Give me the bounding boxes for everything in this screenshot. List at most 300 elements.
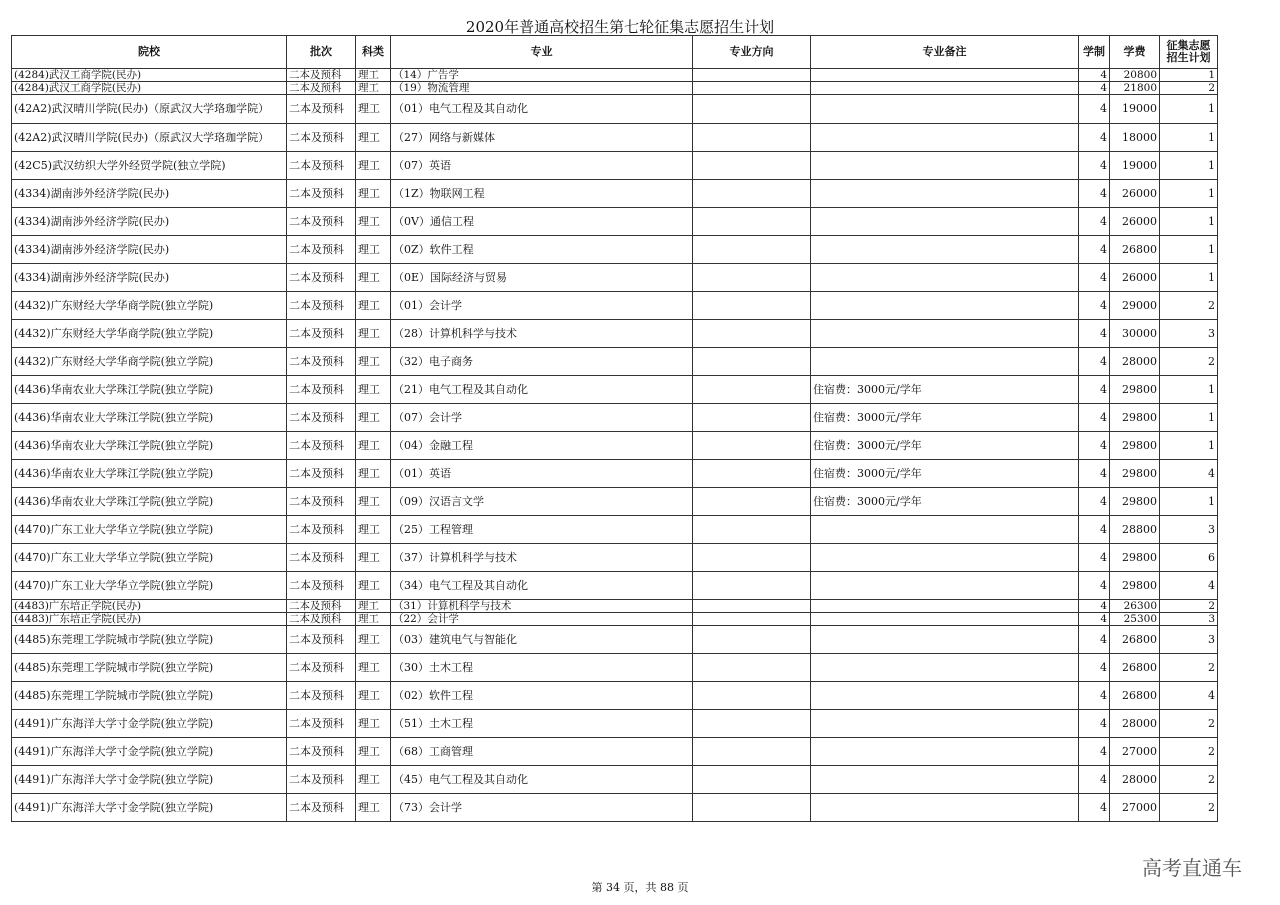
cell-fee: 26800 — [1110, 654, 1160, 682]
cell-school: (4470)广东工业大学华立学院(独立学院) — [12, 544, 287, 572]
table-row — [12, 404, 1218, 432]
cell-years: 4 — [1079, 320, 1110, 348]
cell-major: （68）工商管理 — [391, 738, 693, 766]
cell-fee: 26000 — [1110, 264, 1160, 292]
cell-plan: 3 — [1160, 320, 1218, 348]
cell-direction — [693, 460, 811, 488]
cell-major: （51）土木工程 — [391, 710, 693, 738]
table-row — [12, 152, 1218, 180]
cell-note — [811, 320, 1079, 348]
cell-plan: 2 — [1160, 292, 1218, 320]
cell-category: 理工 — [356, 544, 391, 572]
cell-fee: 29800 — [1110, 488, 1160, 516]
cell-note — [811, 82, 1079, 95]
cell-fee: 26000 — [1110, 208, 1160, 236]
cell-fee: 29800 — [1110, 572, 1160, 600]
cell-fee: 28000 — [1110, 710, 1160, 738]
cell-years: 4 — [1079, 264, 1110, 292]
cell-plan: 1 — [1160, 264, 1218, 292]
cell-fee: 26300 — [1110, 600, 1160, 613]
cell-plan: 4 — [1160, 460, 1218, 488]
cell-note — [811, 794, 1079, 822]
cell-major: （07）英语 — [391, 152, 693, 180]
cell-category: 理工 — [356, 348, 391, 376]
cell-batch: 二本及预科 — [287, 794, 356, 822]
cell-fee: 29800 — [1110, 432, 1160, 460]
cell-category: 理工 — [356, 766, 391, 794]
cell-plan: 1 — [1160, 95, 1218, 124]
cell-batch: 二本及预科 — [287, 152, 356, 180]
cell-fee: 29800 — [1110, 404, 1160, 432]
cell-note — [811, 152, 1079, 180]
table-row — [12, 432, 1218, 460]
cell-note — [811, 654, 1079, 682]
table-row — [12, 794, 1218, 822]
cell-direction — [693, 654, 811, 682]
cell-category: 理工 — [356, 738, 391, 766]
watermark: 高考直通车 — [1142, 856, 1242, 880]
table-row — [12, 320, 1218, 348]
cell-school: (4334)湖南涉外经济学院(民办) — [12, 208, 287, 236]
cell-direction — [693, 208, 811, 236]
cell-direction — [693, 124, 811, 152]
cell-years: 4 — [1079, 544, 1110, 572]
cell-plan: 1 — [1160, 208, 1218, 236]
cell-direction — [693, 766, 811, 794]
cell-batch: 二本及预科 — [287, 348, 356, 376]
cell-batch: 二本及预科 — [287, 654, 356, 682]
cell-major: （22）会计学 — [391, 613, 693, 626]
header-row — [12, 36, 1218, 69]
cell-fee: 21800 — [1110, 82, 1160, 95]
cell-category: 理工 — [356, 432, 391, 460]
cell-batch: 二本及预科 — [287, 738, 356, 766]
header-school: 院校 — [12, 36, 287, 69]
cell-fee: 29000 — [1110, 292, 1160, 320]
header-fee: 学费 — [1110, 36, 1160, 69]
cell-note — [811, 292, 1079, 320]
cell-note: 住宿费：3000元/学年 — [811, 460, 1079, 488]
cell-school: (4485)东莞理工学院城市学院(独立学院) — [12, 626, 287, 654]
cell-direction — [693, 738, 811, 766]
cell-batch: 二本及预科 — [287, 432, 356, 460]
cell-years: 4 — [1079, 95, 1110, 124]
table-row — [12, 460, 1218, 488]
cell-category: 理工 — [356, 292, 391, 320]
cell-years: 4 — [1079, 376, 1110, 404]
cell-major: （0V）通信工程 — [391, 208, 693, 236]
cell-major: （31）计算机科学与技术 — [391, 600, 693, 613]
cell-school: (4436)华南农业大学珠江学院(独立学院) — [12, 404, 287, 432]
cell-batch: 二本及预科 — [287, 208, 356, 236]
cell-major: （14）广告学 — [391, 69, 693, 82]
cell-school: (4470)广东工业大学华立学院(独立学院) — [12, 516, 287, 544]
cell-note: 住宿费：3000元/学年 — [811, 488, 1079, 516]
cell-major: （04）金融工程 — [391, 432, 693, 460]
cell-plan: 3 — [1160, 516, 1218, 544]
cell-school: (4470)广东工业大学华立学院(独立学院) — [12, 572, 287, 600]
cell-direction — [693, 376, 811, 404]
cell-fee: 26800 — [1110, 626, 1160, 654]
table-row — [12, 292, 1218, 320]
table-row — [12, 654, 1218, 682]
cell-years: 4 — [1079, 82, 1110, 95]
cell-direction — [693, 236, 811, 264]
cell-major: （03）建筑电气与智能化 — [391, 626, 693, 654]
cell-major: （01）电气工程及其自动化 — [391, 95, 693, 124]
cell-direction — [693, 152, 811, 180]
cell-note — [811, 600, 1079, 613]
cell-batch: 二本及预科 — [287, 376, 356, 404]
cell-plan: 1 — [1160, 376, 1218, 404]
cell-fee: 19000 — [1110, 152, 1160, 180]
table-row — [12, 236, 1218, 264]
cell-fee: 19000 — [1110, 95, 1160, 124]
cell-note: 住宿费：3000元/学年 — [811, 432, 1079, 460]
cell-category: 理工 — [356, 69, 391, 82]
table-row — [12, 95, 1218, 124]
cell-direction — [693, 432, 811, 460]
cell-years: 4 — [1079, 460, 1110, 488]
table-row — [12, 682, 1218, 710]
cell-fee: 28000 — [1110, 766, 1160, 794]
cell-major: （09）汉语言文学 — [391, 488, 693, 516]
cell-plan: 4 — [1160, 682, 1218, 710]
cell-direction — [693, 544, 811, 572]
cell-plan: 1 — [1160, 152, 1218, 180]
cell-school: (42A2)武汉晴川学院(民办)（原武汉大学珞珈学院） — [12, 95, 287, 124]
cell-years: 4 — [1079, 766, 1110, 794]
cell-plan: 2 — [1160, 348, 1218, 376]
cell-direction — [693, 348, 811, 376]
cell-note — [811, 208, 1079, 236]
cell-direction — [693, 180, 811, 208]
cell-fee: 25300 — [1110, 613, 1160, 626]
cell-plan: 6 — [1160, 544, 1218, 572]
cell-major: （34）电气工程及其自动化 — [391, 572, 693, 600]
cell-school: (4491)广东海洋大学寸金学院(独立学院) — [12, 710, 287, 738]
cell-plan: 3 — [1160, 626, 1218, 654]
cell-category: 理工 — [356, 180, 391, 208]
cell-major: （25）工程管理 — [391, 516, 693, 544]
table-row — [12, 613, 1218, 626]
cell-direction — [693, 82, 811, 95]
cell-major: （45）电气工程及其自动化 — [391, 766, 693, 794]
cell-fee: 18000 — [1110, 124, 1160, 152]
cell-fee: 28000 — [1110, 348, 1160, 376]
cell-note — [811, 572, 1079, 600]
cell-school: (4483)广东培正学院(民办) — [12, 600, 287, 613]
cell-note — [811, 348, 1079, 376]
cell-category: 理工 — [356, 376, 391, 404]
cell-direction — [693, 516, 811, 544]
cell-direction — [693, 682, 811, 710]
cell-note — [811, 766, 1079, 794]
table-row — [12, 738, 1218, 766]
cell-batch: 二本及预科 — [287, 460, 356, 488]
cell-batch: 二本及预科 — [287, 626, 356, 654]
cell-plan: 1 — [1160, 236, 1218, 264]
cell-note — [811, 180, 1079, 208]
header-direction: 专业方向 — [693, 36, 811, 69]
cell-plan: 1 — [1160, 404, 1218, 432]
cell-plan: 4 — [1160, 572, 1218, 600]
cell-plan: 1 — [1160, 488, 1218, 516]
cell-direction — [693, 626, 811, 654]
cell-fee: 20800 — [1110, 69, 1160, 82]
cell-plan: 2 — [1160, 600, 1218, 613]
table-row — [12, 600, 1218, 613]
cell-note — [811, 236, 1079, 264]
cell-batch: 二本及预科 — [287, 69, 356, 82]
cell-school: (4284)武汉工商学院(民办) — [12, 82, 287, 95]
cell-fee: 29800 — [1110, 460, 1160, 488]
cell-school: (4485)东莞理工学院城市学院(独立学院) — [12, 682, 287, 710]
cell-school: (42A2)武汉晴川学院(民办)（原武汉大学珞珈学院） — [12, 124, 287, 152]
cell-years: 4 — [1079, 404, 1110, 432]
cell-plan: 1 — [1160, 69, 1218, 82]
enrollment-plan-table — [11, 35, 1218, 822]
cell-category: 理工 — [356, 613, 391, 626]
cell-major: （28）计算机科学与技术 — [391, 320, 693, 348]
table-row — [12, 710, 1218, 738]
cell-years: 4 — [1079, 180, 1110, 208]
cell-category: 理工 — [356, 152, 391, 180]
cell-school: (42C5)武汉纺织大学外经贸学院(独立学院) — [12, 152, 287, 180]
cell-direction — [693, 292, 811, 320]
cell-batch: 二本及预科 — [287, 544, 356, 572]
cell-years: 4 — [1079, 794, 1110, 822]
cell-major: （21）电气工程及其自动化 — [391, 376, 693, 404]
cell-years: 4 — [1079, 208, 1110, 236]
cell-direction — [693, 69, 811, 82]
table-body — [12, 69, 1218, 822]
cell-years: 4 — [1079, 572, 1110, 600]
cell-category: 理工 — [356, 236, 391, 264]
cell-fee: 30000 — [1110, 320, 1160, 348]
cell-major: （07）会计学 — [391, 404, 693, 432]
cell-plan: 2 — [1160, 766, 1218, 794]
table-row — [12, 516, 1218, 544]
cell-plan: 3 — [1160, 613, 1218, 626]
cell-batch: 二本及预科 — [287, 320, 356, 348]
cell-school: (4432)广东财经大学华商学院(独立学院) — [12, 292, 287, 320]
cell-category: 理工 — [356, 460, 391, 488]
cell-years: 4 — [1079, 600, 1110, 613]
header-note: 专业备注 — [811, 36, 1079, 69]
cell-category: 理工 — [356, 626, 391, 654]
cell-batch: 二本及预科 — [287, 488, 356, 516]
header-batch: 批次 — [287, 36, 356, 69]
cell-category: 理工 — [356, 82, 391, 95]
cell-note: 住宿费：3000元/学年 — [811, 404, 1079, 432]
cell-years: 4 — [1079, 516, 1110, 544]
cell-school: (4334)湖南涉外经济学院(民办) — [12, 180, 287, 208]
table-row — [12, 544, 1218, 572]
cell-batch: 二本及预科 — [287, 82, 356, 95]
cell-note — [811, 69, 1079, 82]
table-row — [12, 208, 1218, 236]
table-row — [12, 124, 1218, 152]
table-row — [12, 264, 1218, 292]
cell-direction — [693, 488, 811, 516]
cell-category: 理工 — [356, 320, 391, 348]
cell-plan: 2 — [1160, 710, 1218, 738]
cell-batch: 二本及预科 — [287, 613, 356, 626]
cell-years: 4 — [1079, 738, 1110, 766]
header-plan: 征集志愿招生计划 — [1160, 36, 1218, 69]
cell-school: (4334)湖南涉外经济学院(民办) — [12, 236, 287, 264]
cell-batch: 二本及预科 — [287, 95, 356, 124]
cell-plan: 2 — [1160, 82, 1218, 95]
cell-note — [811, 544, 1079, 572]
cell-category: 理工 — [356, 682, 391, 710]
cell-plan: 2 — [1160, 794, 1218, 822]
cell-note — [811, 95, 1079, 124]
cell-batch: 二本及预科 — [287, 766, 356, 794]
cell-plan: 2 — [1160, 654, 1218, 682]
cell-batch: 二本及预科 — [287, 236, 356, 264]
cell-years: 4 — [1079, 152, 1110, 180]
cell-batch: 二本及预科 — [287, 292, 356, 320]
header-category: 科类 — [356, 36, 391, 69]
cell-direction — [693, 95, 811, 124]
cell-category: 理工 — [356, 600, 391, 613]
cell-school: (4436)华南农业大学珠江学院(独立学院) — [12, 376, 287, 404]
cell-major: （30）土木工程 — [391, 654, 693, 682]
cell-major: （1Z）物联网工程 — [391, 180, 693, 208]
cell-school: (4436)华南农业大学珠江学院(独立学院) — [12, 460, 287, 488]
cell-school: (4432)广东财经大学华商学院(独立学院) — [12, 348, 287, 376]
cell-category: 理工 — [356, 264, 391, 292]
cell-batch: 二本及预科 — [287, 710, 356, 738]
cell-major: （01）会计学 — [391, 292, 693, 320]
cell-fee: 27000 — [1110, 794, 1160, 822]
cell-major: （0Z）软件工程 — [391, 236, 693, 264]
cell-major: （73）会计学 — [391, 794, 693, 822]
cell-fee: 26800 — [1110, 682, 1160, 710]
cell-years: 4 — [1079, 348, 1110, 376]
cell-batch: 二本及预科 — [287, 124, 356, 152]
cell-category: 理工 — [356, 572, 391, 600]
cell-major: （02）软件工程 — [391, 682, 693, 710]
cell-school: (4483)广东培正学院(民办) — [12, 613, 287, 626]
cell-category: 理工 — [356, 488, 391, 516]
cell-note — [811, 738, 1079, 766]
cell-plan: 1 — [1160, 432, 1218, 460]
cell-fee: 28800 — [1110, 516, 1160, 544]
cell-years: 4 — [1079, 292, 1110, 320]
cell-major: （37）计算机科学与技术 — [391, 544, 693, 572]
cell-direction — [693, 320, 811, 348]
cell-category: 理工 — [356, 794, 391, 822]
cell-years: 4 — [1079, 682, 1110, 710]
cell-batch: 二本及预科 — [287, 404, 356, 432]
header-major: 专业 — [391, 36, 693, 69]
cell-direction — [693, 404, 811, 432]
cell-fee: 27000 — [1110, 738, 1160, 766]
page-title: 2020年普通高校招生第七轮征集志愿招生计划 — [465, 18, 775, 36]
cell-years: 4 — [1079, 626, 1110, 654]
cell-batch: 二本及预科 — [287, 600, 356, 613]
cell-plan: 1 — [1160, 124, 1218, 152]
cell-major: （0E）国际经济与贸易 — [391, 264, 693, 292]
cell-school: (4334)湖南涉外经济学院(民办) — [12, 264, 287, 292]
cell-note — [811, 626, 1079, 654]
cell-years: 4 — [1079, 488, 1110, 516]
cell-category: 理工 — [356, 95, 391, 124]
cell-school: (4436)华南农业大学珠江学院(独立学院) — [12, 432, 287, 460]
cell-years: 4 — [1079, 710, 1110, 738]
cell-note — [811, 682, 1079, 710]
cell-years: 4 — [1079, 432, 1110, 460]
cell-direction — [693, 794, 811, 822]
table-row — [12, 180, 1218, 208]
table-row — [12, 82, 1218, 95]
cell-years: 4 — [1079, 69, 1110, 82]
cell-category: 理工 — [356, 124, 391, 152]
cell-note: 住宿费：3000元/学年 — [811, 376, 1079, 404]
table-row — [12, 348, 1218, 376]
cell-years: 4 — [1079, 654, 1110, 682]
header-years: 学制 — [1079, 36, 1110, 69]
page-footer: 第 34 页，共 88 页 — [591, 881, 689, 894]
cell-note — [811, 710, 1079, 738]
cell-years: 4 — [1079, 124, 1110, 152]
table-row — [12, 572, 1218, 600]
cell-note — [811, 124, 1079, 152]
table-row — [12, 488, 1218, 516]
cell-batch: 二本及预科 — [287, 516, 356, 544]
table-row — [12, 766, 1218, 794]
cell-plan: 1 — [1160, 180, 1218, 208]
cell-fee: 26800 — [1110, 236, 1160, 264]
cell-note — [811, 613, 1079, 626]
cell-school: (4284)武汉工商学院(民办) — [12, 69, 287, 82]
cell-batch: 二本及预科 — [287, 572, 356, 600]
cell-years: 4 — [1079, 236, 1110, 264]
cell-direction — [693, 613, 811, 626]
cell-category: 理工 — [356, 516, 391, 544]
cell-school: (4491)广东海洋大学寸金学院(独立学院) — [12, 794, 287, 822]
cell-note — [811, 264, 1079, 292]
cell-category: 理工 — [356, 208, 391, 236]
cell-fee: 26000 — [1110, 180, 1160, 208]
table-row — [12, 69, 1218, 82]
cell-major: （27）网络与新媒体 — [391, 124, 693, 152]
cell-direction — [693, 600, 811, 613]
cell-school: (4436)华南农业大学珠江学院(独立学院) — [12, 488, 287, 516]
cell-direction — [693, 264, 811, 292]
table-row — [12, 376, 1218, 404]
cell-school: (4491)广东海洋大学寸金学院(独立学院) — [12, 738, 287, 766]
table-row — [12, 626, 1218, 654]
cell-school: (4432)广东财经大学华商学院(独立学院) — [12, 320, 287, 348]
cell-fee: 29800 — [1110, 544, 1160, 572]
cell-batch: 二本及预科 — [287, 682, 356, 710]
cell-direction — [693, 710, 811, 738]
cell-direction — [693, 572, 811, 600]
cell-major: （32）电子商务 — [391, 348, 693, 376]
cell-major: （01）英语 — [391, 460, 693, 488]
cell-years: 4 — [1079, 613, 1110, 626]
cell-note — [811, 516, 1079, 544]
cell-batch: 二本及预科 — [287, 180, 356, 208]
cell-batch: 二本及预科 — [287, 264, 356, 292]
cell-school: (4491)广东海洋大学寸金学院(独立学院) — [12, 766, 287, 794]
cell-category: 理工 — [356, 710, 391, 738]
cell-category: 理工 — [356, 404, 391, 432]
